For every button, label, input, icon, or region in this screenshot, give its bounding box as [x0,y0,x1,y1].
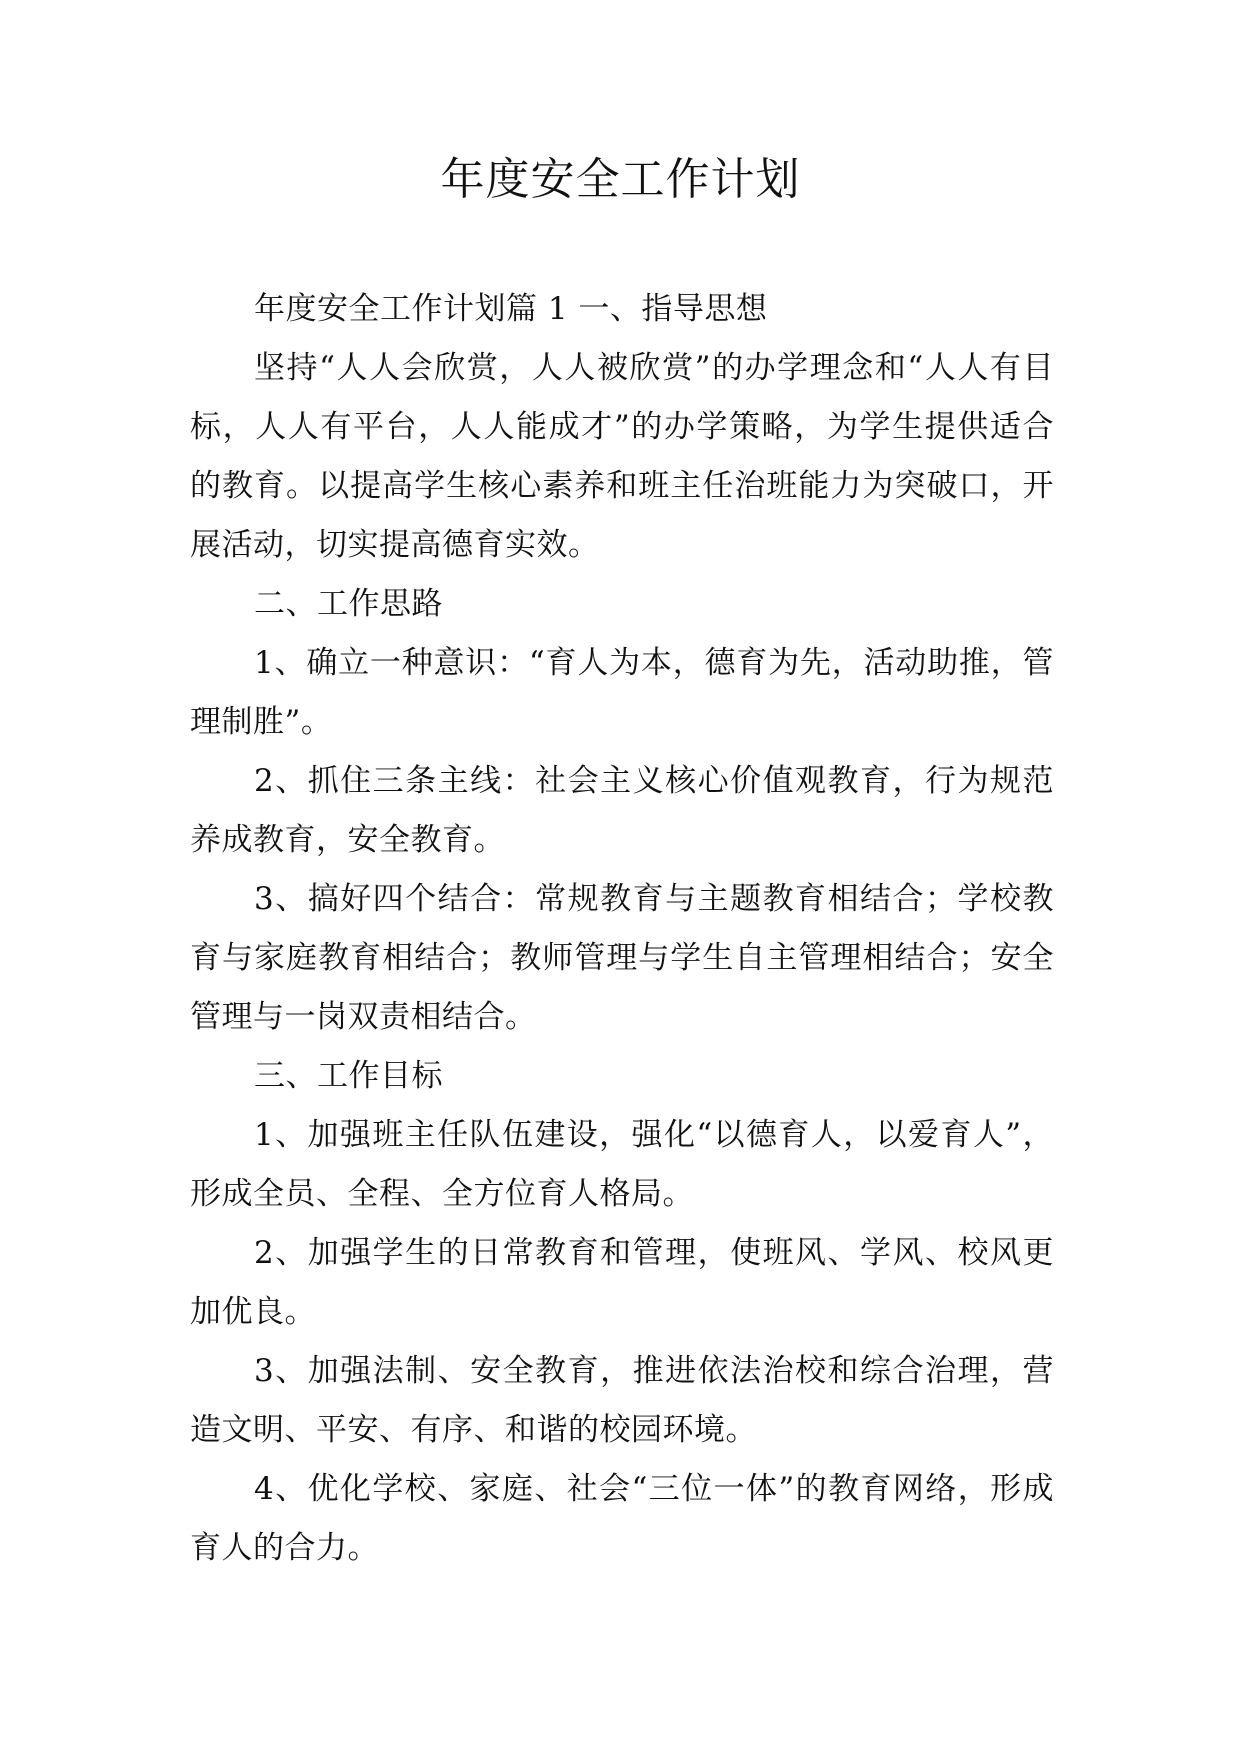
section-heading: 三、工作目标 [254,1058,443,1094]
paragraph: 3、搞好四个结合：常规教育与主题教育相结合；学校教育与家庭教育相结合；教师管理与学生自主管理相结合；安全管理与一岗双责相结合。 [190,881,1054,1035]
section-heading: 二、工作思路 [254,586,443,622]
paragraph: 1、确立一种意识：“育人为本，德育为先，活动助推，管理制胜”。 [190,645,1054,740]
document-body [190,280,1054,1578]
paragraph: 年度安全工作计划篇 1 一、指导思想 [254,291,768,327]
document-title: 年度安全工作计划 [440,154,801,205]
paragraph: 2、抓住三条主线：社会主义核心价值观教育，行为规范养成教育，安全教育。 [190,763,1054,858]
paragraph: 3、加强法制、安全教育，推进依法治校和综合治理，营造文明、平安、有序、和谐的校园环境。 [190,1353,1054,1448]
paragraph: 2、加强学生的日常教育和管理，使班风、学风、校风更加优良。 [190,1235,1054,1330]
paragraph: 4、优化学校、家庭、社会“三位一体”的教育网络，形成育人的合力。 [190,1471,1054,1566]
paragraph: 1、加强班主任队伍建设，强化“以德育人，以爱育人”，形成全员、全程、全方位育人格局。 [190,1117,1054,1212]
paragraph: 坚持“人人会欣赏，人人被欣赏”的办学理念和“人人有目标，人人有平台，人人能成才”的办学策略，为学生提供适合的教育。以提高学生核心素养和班主任治班能力为突破口，开展活动，切实提高德育实效。 [190,350,1054,563]
